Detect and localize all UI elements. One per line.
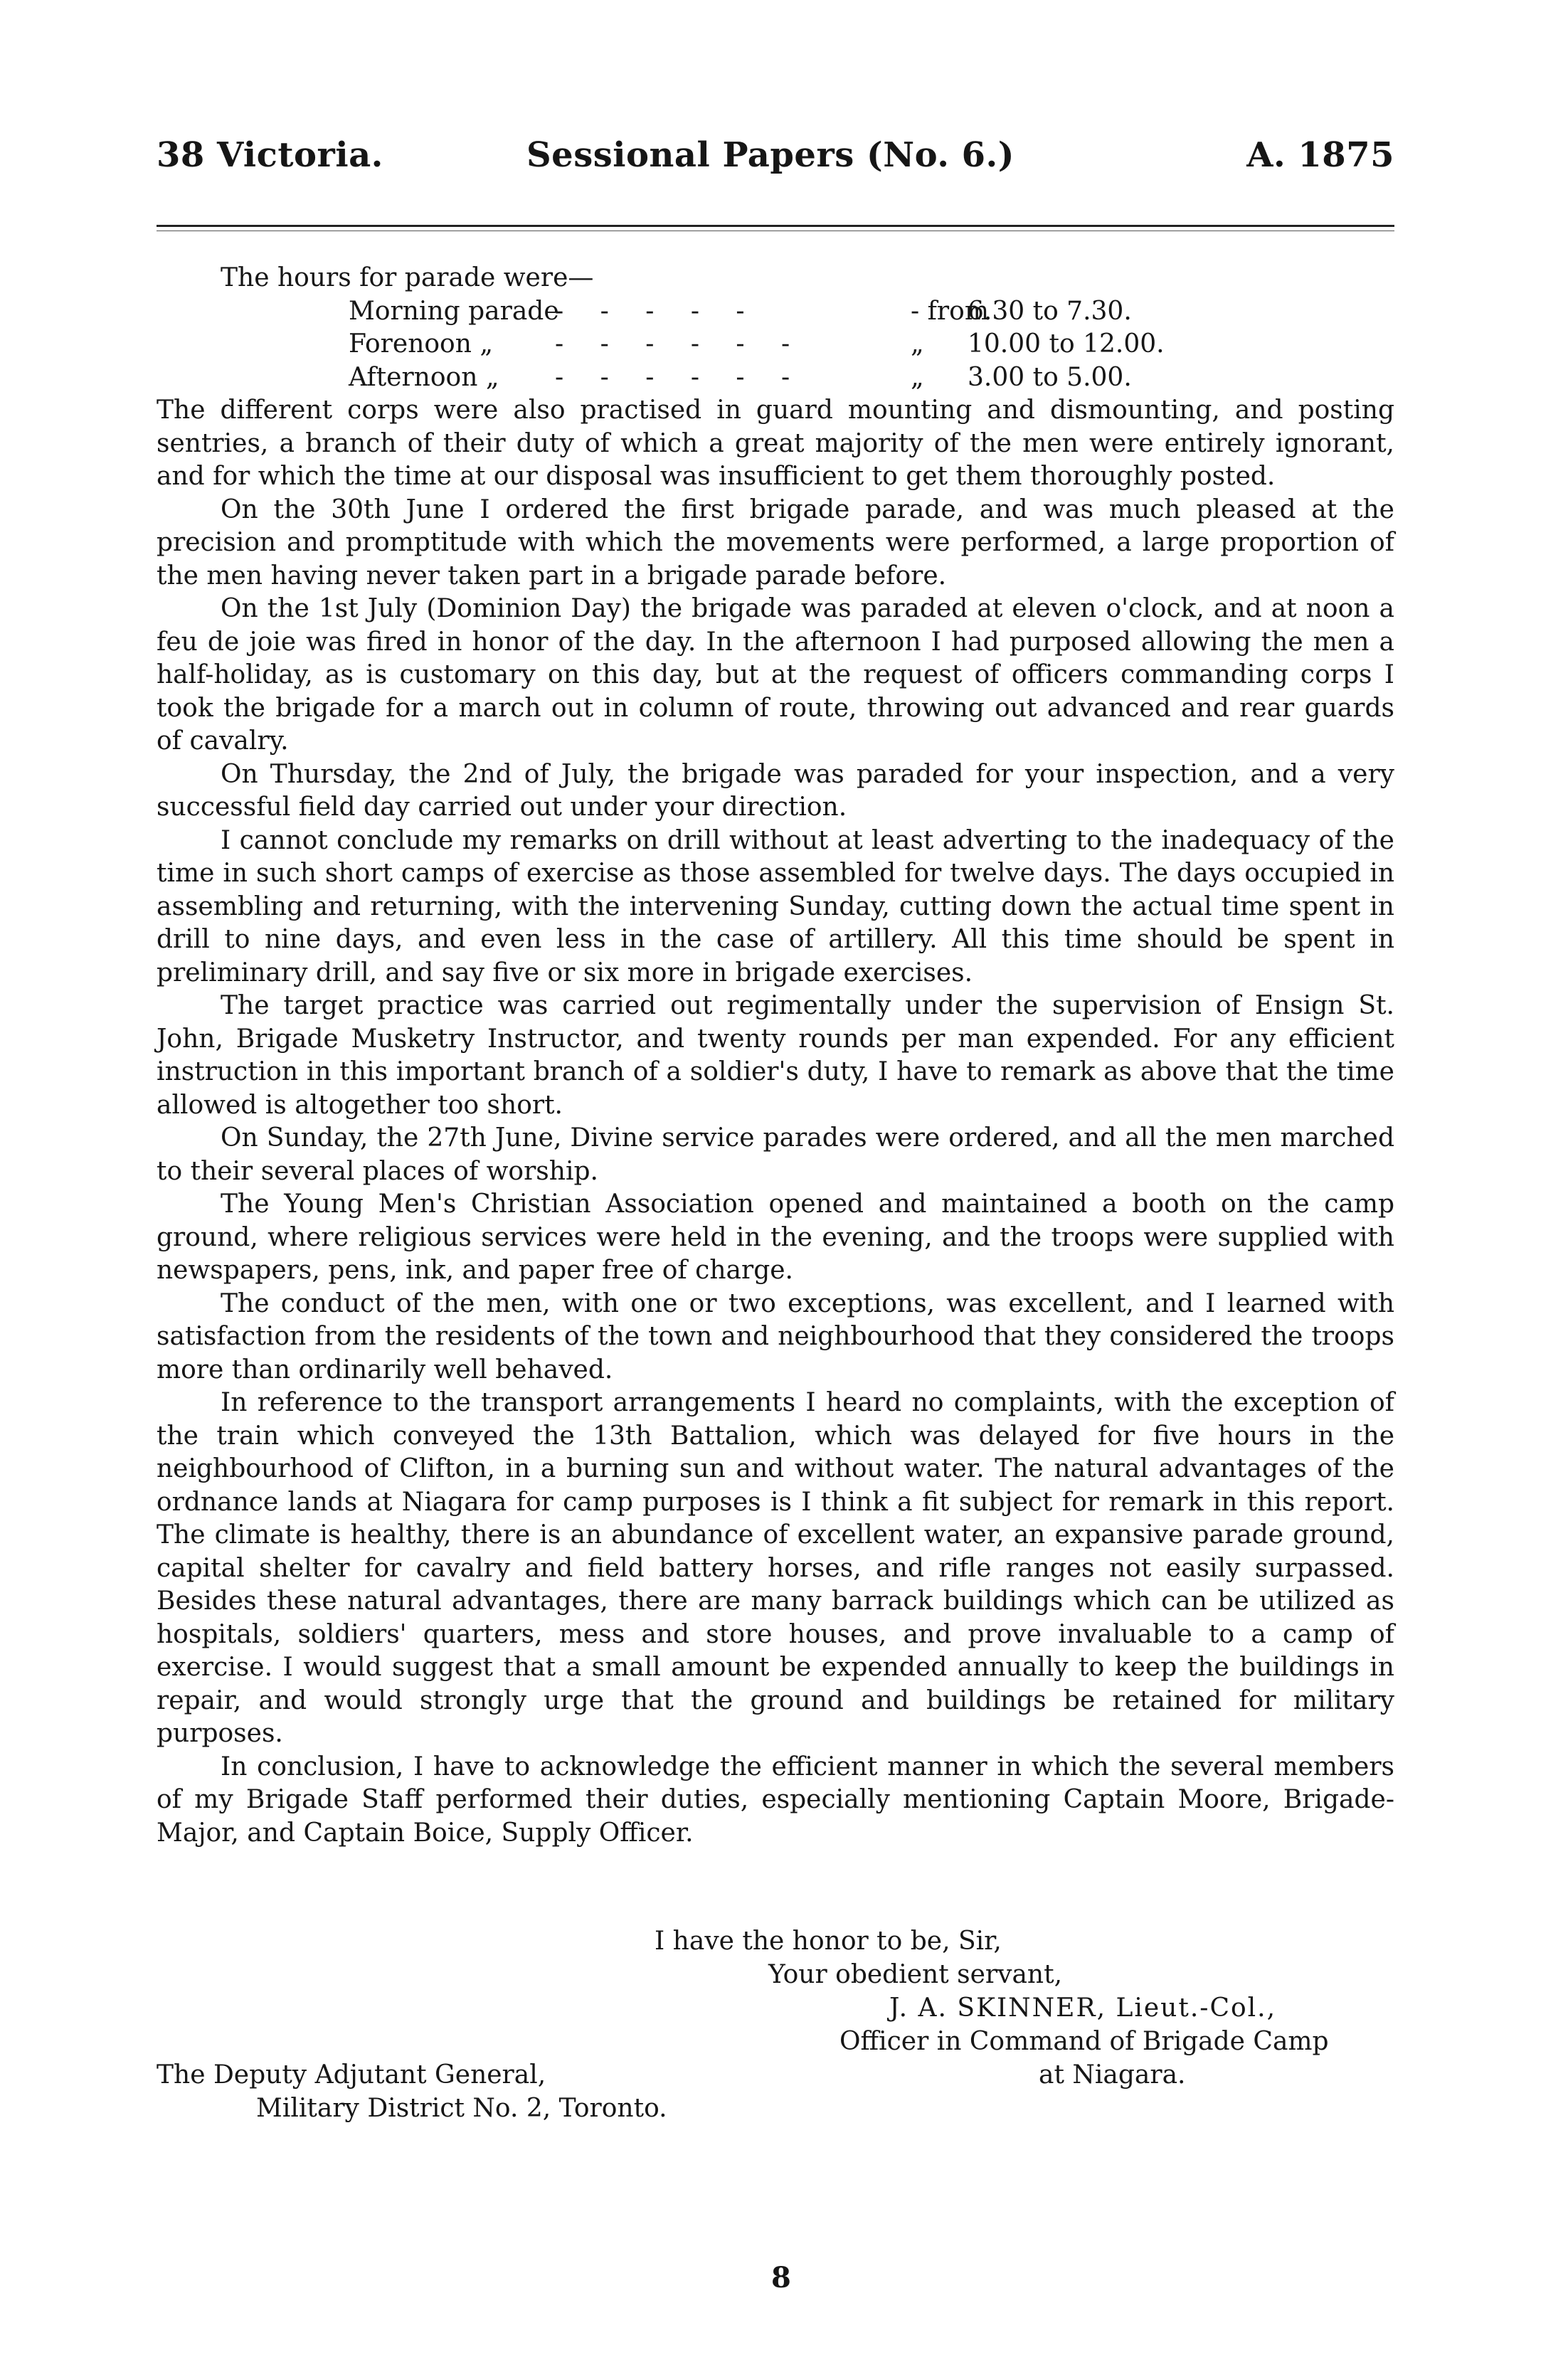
- schedule-label: Morning parade: [349, 296, 559, 326]
- schedule-label: Afternoon „: [349, 362, 499, 392]
- schedule-time: 3.00 to 5.00.: [968, 362, 1132, 392]
- schedule-leader: - - - - -: [555, 296, 759, 326]
- closing-block: [157, 1925, 1394, 2224]
- paragraph: The different corps were also practised in guard mounting and dismounting, and posting sentries, a branch of their duty of which a great majority of the men were entirely ignorant, and for which the time at our disposal was insufficient to get them thoroughly posted.: [157, 396, 1394, 491]
- header-title: Sessional Papers (No. 6.): [526, 135, 1015, 175]
- signatory-place: at Niagara.: [1039, 2060, 1186, 2090]
- paragraph: In conclusion, I have to acknowledge the efficient manner in which the several members of my Brigade Staff performed their duties, especially mentioning Captain Moore, Brigade-Major, and Captain Boice, Supply Officer.: [157, 1752, 1394, 1848]
- schedule-row-morning: [157, 295, 1394, 329]
- closing-honor: I have the honor to be, Sir,: [655, 1927, 1002, 1956]
- schedule-intro: The hours for parade were—: [221, 263, 594, 292]
- header-rule: [157, 225, 1394, 227]
- schedule-time: 10.00 to 12.00.: [968, 329, 1165, 359]
- paragraph: On the 30th June I ordered the first brigade parade, and was much pleased at the precision and promptitude with which the movements were performed, a large proportion of the men having never taken part in a brigade parade before.: [157, 494, 1394, 590]
- addressee-line-2: Military District No. 2, Toronto.: [256, 2094, 667, 2123]
- report-body: [157, 262, 1394, 1850]
- signatory-title: Officer in Command of Brigade Camp: [839, 2027, 1329, 2056]
- schedule-label: Forenoon „: [349, 329, 494, 359]
- paragraph: On the 1st July (Dominion Day) the brigade was paraded at eleven o'clock, and at noon a feu de joie was fired in honor of the day. In the afternoon I had purposed allowing the men a half-holiday, as is customary on this day, but at the request of officers commanding corps I took the brigade for a march out in column of route, throwing out advanced and rear guards of cavalry.: [157, 594, 1394, 756]
- header-volume: 38 Victoria.: [157, 135, 383, 175]
- header-year: A. 1875: [1246, 135, 1394, 175]
- schedule-leader: - - - - - -: [555, 362, 805, 392]
- paragraph: On Sunday, the 27th June, Divine service parades were ordered, and all the men marched to their several places of worship.: [157, 1123, 1394, 1186]
- schedule-prefix: - from: [911, 296, 989, 326]
- schedule-prefix: „: [911, 329, 924, 359]
- paragraph: In reference to the transport arrangements I heard no complaints, with the exception of the train which conveyed the 13th Battalion, which was delayed for five hours in the neighbourhood of Clifton, in a burning sun and without water. The natural advantages of the ordnance lands at Niagara for camp purposes is I think a fit subject for remark in this report. The climate is healthy, there is an abundance of excellent water, an expansive parade ground, capital shelter for cavalry and field battery horses, and rifle ranges not easily surpassed. Besides these natural advantages, there are many barrack buildings which can be utilized as hospitals, soldiers' quarters, mess and store houses, and prove invaluable to a camp of exercise. I would suggest that a small amount be expended annually to keep the buildings in repair, and would strongly urge that the ground and buildings be retained for military purposes.: [157, 1388, 1394, 1748]
- page-number: 8: [771, 2261, 791, 2294]
- paragraph: The target practice was carried out regimentally under the supervision of Ensign St. John, Brigade Musketry Instructor, and twenty rounds per man expended. For any efficient instruction in this important branch of a soldier's duty, I have to remark as above that the time allowed is altogether too short.: [157, 991, 1394, 1120]
- closing-servant: Your obedient servant,: [768, 1960, 1063, 1989]
- signatory-name: J. A. SKINNER, Lieut.-Col.,: [889, 1993, 1277, 2023]
- paragraph: On Thursday, the 2nd of July, the brigade was paraded for your inspection, and a very successful field day carried out under your direction.: [157, 759, 1394, 822]
- running-header: [157, 135, 1394, 192]
- paragraph: I cannot conclude my remarks on drill without at least adverting to the inadequacy of the time in such short camps of exercise as those assembled for twelve days. The days occupied in assembling and returning, with the intervening Sunday, cutting down the actual time spent in drill to nine days, and even less in the case of artillery. All this time should be spent in preliminary drill, and say five or six more in brigade exercises.: [157, 825, 1394, 987]
- schedule-row-forenoon: [157, 328, 1394, 361]
- paragraph: The Young Men's Christian Association opened and maintained a booth on the camp ground, where religious services were held in the evening, and the troops were supplied with newspapers, pens, ink, and paper free of charge.: [157, 1190, 1394, 1285]
- schedule-prefix: „: [911, 362, 924, 392]
- schedule-time: 6.30 to 7.30.: [968, 296, 1132, 326]
- paragraph: The conduct of the men, with one or two exceptions, was excellent, and I learned with satisfaction from the residents of the town and neighbourhood that they considered the troops more than ordinarily well behaved.: [157, 1288, 1394, 1384]
- addressee-line-1: The Deputy Adjutant General,: [157, 2060, 546, 2090]
- schedule-row-afternoon: [157, 361, 1394, 395]
- schedule-leader: - - - - - -: [555, 329, 805, 359]
